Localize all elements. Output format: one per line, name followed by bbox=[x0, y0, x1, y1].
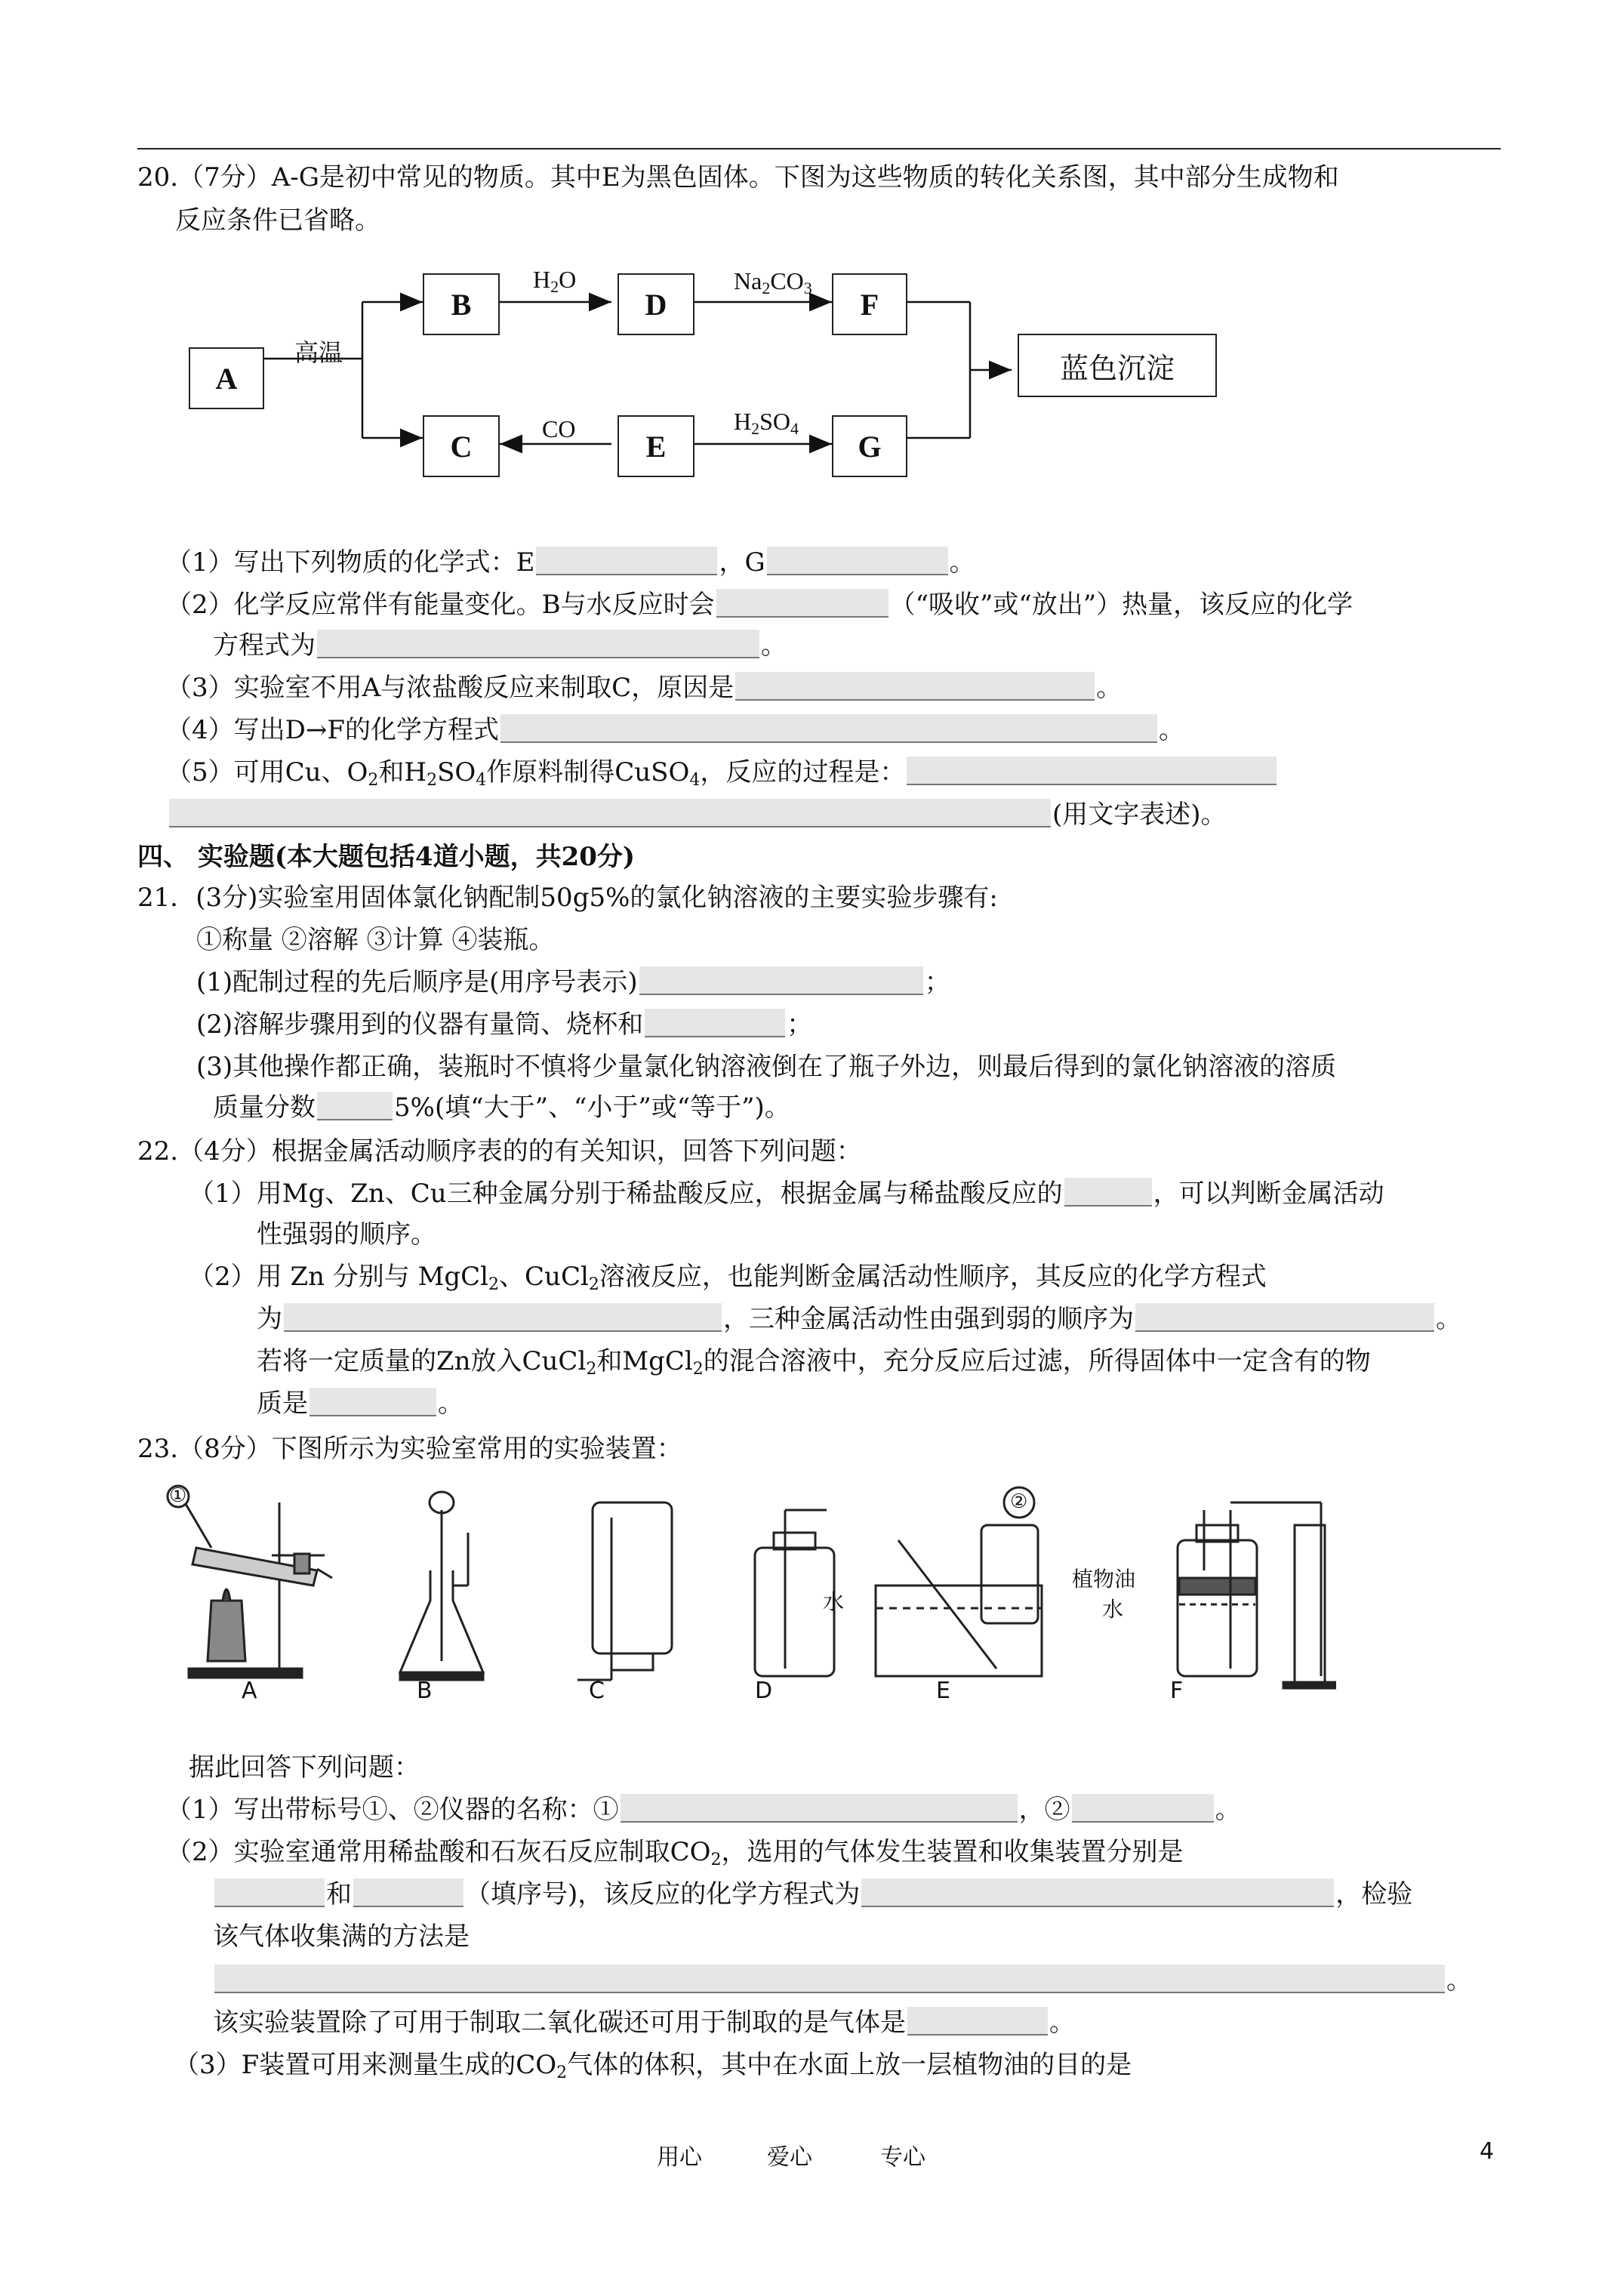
q21-sub3: (3)其他操作都正确，装瓶时不慎将少量氯化钠溶液倒在了瓶子外边，则最后得到的氯化钠溶液的溶质 bbox=[196, 1052, 1337, 1082]
lab-apparatus-figure bbox=[159, 1480, 1336, 1706]
footer-text-2: 爱心 bbox=[767, 2144, 812, 2171]
q23-sub1: （1）写出带标号①、②仪器的名称：① ，② 。 bbox=[166, 1795, 1241, 1825]
label-water-f: 水 bbox=[1102, 1597, 1124, 1622]
footer-text-1: 用心 bbox=[657, 2144, 702, 2171]
apparatus-label-b: B bbox=[417, 1678, 433, 1704]
section-4-heading: 四、 实验题(本大题包括4道小题，共20分) bbox=[137, 842, 635, 872]
q22-sub2: （2）用 Zn 分别与 MgCl$_2$、CuCl$_2$溶液反应，也能判断金属活动性顺序，其反应的化学方程式 bbox=[189, 1262, 1267, 1294]
apparatus-a bbox=[168, 1486, 332, 1678]
apparatus-label-d: D bbox=[755, 1678, 773, 1704]
page-number: 4 bbox=[1480, 2138, 1495, 2165]
q21-sub1: (1)配制过程的先后顺序是(用序号表示) ； bbox=[196, 967, 950, 997]
apparatus-label-f: F bbox=[1170, 1678, 1184, 1704]
q20-sub3: （3）实验室不用A与浓盐酸反应来制取C，原因是 。 bbox=[166, 673, 1123, 703]
answer-blank-fraction[interactable] bbox=[317, 1092, 393, 1120]
answer-blank-instrument[interactable] bbox=[645, 1009, 785, 1037]
q20-stem-line2: 反应条件已省略。 bbox=[175, 205, 380, 236]
apparatus-label-a: A bbox=[242, 1678, 257, 1704]
node-blue-precipitate: 蓝色沉淀 bbox=[1018, 334, 1217, 397]
q23-sub2-line2: 和 （填序号)，该反应的化学方程式为 ，检验 bbox=[213, 1875, 1412, 1913]
q20-sub1: （1）写出下列物质的化学式：E ，G 。 bbox=[166, 547, 975, 578]
node-g: G bbox=[832, 415, 907, 477]
answer-blank-solid[interactable] bbox=[310, 1388, 436, 1416]
answer-blank-instrument-1[interactable] bbox=[621, 1794, 1018, 1823]
q20-sub4: （4）写出D→F的化学方程式 。 bbox=[166, 715, 1184, 745]
q20-sub2: （2）化学反应常伴有能量变化。B与水反应时会 （“吸收”或“放出”）热量，该反应的化学 bbox=[166, 590, 1354, 620]
conversion-diagram bbox=[181, 257, 1238, 491]
q21-sub2: (2)溶解步骤用到的仪器有量筒、烧杯和 ； bbox=[196, 1009, 813, 1040]
answer-blank-other-gas[interactable] bbox=[907, 2007, 1048, 2036]
marker-2: ② bbox=[1010, 1490, 1028, 1513]
apparatus-f bbox=[1178, 1502, 1336, 1688]
q20-sub5-cont: (用文字表述)。 bbox=[168, 796, 1227, 834]
label-high-temp: 高温 bbox=[294, 338, 343, 367]
answer-blank-reason[interactable] bbox=[735, 672, 1095, 701]
q22-sub2-cont: 为 ，三种金属活动性由强到弱的顺序为 。 bbox=[257, 1304, 1461, 1334]
q21-sub3-cont: 质量分数 5%(填“大于”、“小于”或“等于”)。 bbox=[213, 1093, 790, 1123]
label-h2so4: $H_2SO_4$ bbox=[734, 408, 799, 438]
q23-stem: 23.（8分）下图所示为实验室常用的实验装置： bbox=[137, 1434, 682, 1464]
apparatus-c bbox=[577, 1502, 672, 1680]
q23-prompt: 据此回答下列问题： bbox=[189, 1752, 420, 1783]
label-co: CO bbox=[542, 415, 576, 442]
q22-sub1: （1）用Mg、Zn、Cu三种金属分别于稀盐酸反应，根据金属与稀盐酸反应的 ，可以判断金属活动 bbox=[189, 1179, 1384, 1209]
label-na2co3: $Na_2CO_3$ bbox=[734, 267, 812, 297]
q23-sub3: （3）F装置可用来测量生成的$CO_2$气体的体积，其中在水面上放一层植物油的目的是 bbox=[174, 2050, 1132, 2082]
apparatus-e bbox=[876, 1487, 1042, 1676]
apparatus-drawing bbox=[159, 1480, 1336, 1706]
answer-blank-b-equation[interactable] bbox=[317, 630, 759, 658]
node-c: C bbox=[423, 415, 500, 477]
answer-blank-collector[interactable] bbox=[353, 1878, 463, 1907]
answer-blank-co2-equation[interactable] bbox=[861, 1878, 1334, 1907]
q22-sub1-cont: 性强弱的顺序。 bbox=[257, 1219, 436, 1250]
answer-blank-generator[interactable] bbox=[214, 1878, 325, 1907]
answer-blank-order[interactable] bbox=[639, 966, 923, 995]
node-e: E bbox=[617, 415, 694, 477]
q23-sub2: （2）实验室通常用稀盐酸和石灰石反应制取$CO_2$，选用的气体发生装置和收集装置分别是 bbox=[166, 1837, 1184, 1869]
q22-stem: 22.（4分）根据金属活动顺序表的的有关知识，回答下列问题： bbox=[137, 1136, 862, 1166]
q22-sub2-line3: 若将一定质量的Zn放入CuCl$_2$和MgCl$_2$的混合溶液中，充分反应后过滤，所得固体中一定含有的物 bbox=[257, 1346, 1371, 1379]
answer-blank-phenomenon[interactable] bbox=[1064, 1178, 1152, 1207]
footer-text-3: 专心 bbox=[880, 2144, 925, 2171]
node-f: F bbox=[832, 273, 907, 335]
marker-1: ① bbox=[169, 1484, 187, 1507]
header-rule bbox=[137, 148, 1501, 149]
answer-blank-instrument-2[interactable] bbox=[1072, 1794, 1214, 1823]
q23-sub2-line3: 该气体收集满的方法是 bbox=[213, 1922, 470, 1952]
q22-sub2-line4: 质是 。 bbox=[257, 1388, 463, 1419]
label-vegetable-oil: 植物油 bbox=[1072, 1567, 1136, 1592]
label-h2o: $H_2O$ bbox=[533, 266, 577, 296]
label-water-e: 水 bbox=[823, 1589, 845, 1614]
q23-sub2-line4: 。 bbox=[213, 1962, 1472, 1999]
answer-blank-process-1[interactable] bbox=[907, 757, 1277, 785]
node-d: D bbox=[617, 273, 694, 335]
answer-blank-full-check[interactable] bbox=[214, 1965, 1445, 1993]
answer-blank-zn-equation[interactable] bbox=[284, 1303, 722, 1332]
q20-sub2-cont: 方程式为 。 bbox=[213, 630, 787, 661]
answer-blank-e[interactable] bbox=[536, 547, 717, 575]
answer-blank-d-to-f[interactable] bbox=[500, 714, 1157, 743]
q21-stem: 21．(3分)实验室用固体氯化钠配制50g5%的氯化钠溶液的主要实验步骤有: bbox=[137, 883, 998, 913]
q23-sub2-line5: 该实验装置除了可用于制取二氧化碳还可用于制取的是气体是 。 bbox=[213, 2008, 1075, 2038]
answer-blank-g[interactable] bbox=[767, 547, 948, 575]
node-a: A bbox=[189, 347, 264, 409]
apparatus-label-e: E bbox=[936, 1678, 950, 1704]
q20-sub5: （5）可用Cu、$O_2$和$H_2SO_4$作原料制得CuSO$_4$，反应的过程是： bbox=[166, 754, 1278, 791]
answer-blank-process-2[interactable] bbox=[169, 799, 1051, 827]
node-b: B bbox=[423, 273, 500, 335]
answer-blank-activity-order[interactable] bbox=[1135, 1303, 1434, 1332]
apparatus-label-c: C bbox=[589, 1678, 605, 1704]
apparatus-b bbox=[400, 1492, 483, 1680]
answer-blank-heat[interactable] bbox=[716, 589, 888, 618]
q20-stem-line1: 20.（7分）A-G是初中常见的物质。其中E为黑色固体。下图为这些物质的转化关系图，其中部分生成物和 bbox=[137, 162, 1339, 193]
q21-steps: ①称量 ②溶解 ③计算 ④装瓶。 bbox=[196, 925, 555, 955]
